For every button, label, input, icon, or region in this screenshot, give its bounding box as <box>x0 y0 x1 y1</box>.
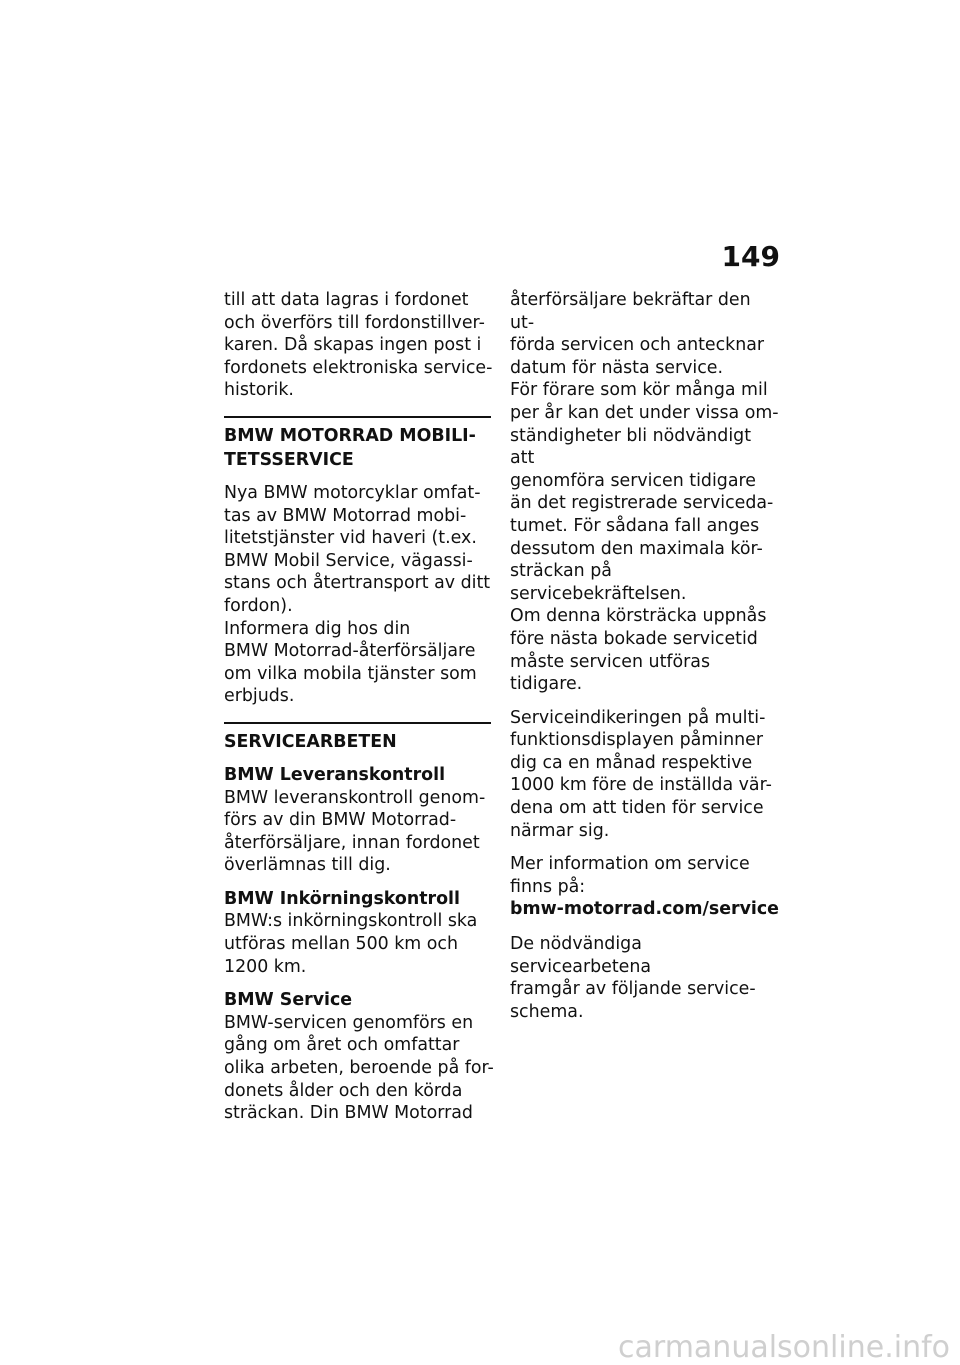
left-column <box>224 289 494 1136</box>
mobility-info-paragraph: Informera dig hos din BMW Motorrad-återförsäljare om vilka mobila tjänster som erbjuds. <box>224 618 477 707</box>
break-in-check-paragraph: BMW:s inkörningskontroll ska utföras mellan 500 km och 1200 km. <box>224 911 478 977</box>
service-website-link[interactable]: bmw-motorrad.com/service <box>510 899 779 920</box>
watermark: carmanualsonline.info <box>618 1330 950 1365</box>
service-indicator-paragraph: Serviceindikeringen på multi- funktionsdisplayen påminner dig ca en månad respektive 1000 km före de inställda vär- dena om att tiden för service närmar sig. <box>510 707 772 841</box>
high-mileage-paragraph: För förare som kör många mil per år kan det under vissa om- ständigheter bli nödvändigt att genomföra servicen tidigare än det registrerade serviceda- tumet. För sådana fall anges dessutom den maximala kör- sträckan på servicebekräftelsen. Om denna körsträcka uppnås före nästa bokade servicetid måste servicen utföras tidigare. <box>510 380 779 695</box>
subheading-bmw-service: BMW Service <box>224 990 353 1011</box>
delivery-check-paragraph: BMW leveranskontroll genom- förs av din BMW Motorrad- återförsäljare, innan fordonet överlämnas till dig. <box>224 787 486 876</box>
section-title-service-work: SERVICEARBETEN <box>224 731 397 752</box>
right-column <box>510 289 780 1034</box>
intro-paragraph: till att data lagras i fordonet och överförs till fordonstillver- karen. Då skapas ingen post i fordonets elektroniska service- historik. <box>224 290 493 401</box>
section-divider <box>224 416 491 418</box>
subheading-break-in-check: BMW Inkörningskontroll <box>224 888 460 909</box>
mobility-paragraph: Nya BMW motorcyklar omfat- tas av BMW Motorrad mobi- litetstjänster vid haveri (t.ex. BMW Mobil Service, vägassi- stans och återtransport av ditt fordon). <box>224 482 491 616</box>
dealer-confirm-paragraph: återförsäljare bekräftar den ut- förda servicen och antecknar datum för nästa service. <box>510 290 765 378</box>
more-info-paragraph: Mer information om service finns på: <box>510 854 750 897</box>
section-title-mobility-service: BMW MOTORRAD MOBILI- TETSSERVICE <box>224 425 476 470</box>
bmw-service-paragraph: BMW-servicen genomförs en gång om året och omfattar olika arbeten, beroende på for- donets ålder och den körda sträckan. Din BMW Motorrad <box>224 1012 494 1124</box>
section-divider <box>224 722 491 724</box>
subheading-delivery-check: BMW Leveranskontroll <box>224 764 446 785</box>
service-schedule-paragraph: De nödvändiga servicearbetena framgår av följande service- schema. <box>510 934 756 1022</box>
page-number: 149 <box>721 240 780 273</box>
